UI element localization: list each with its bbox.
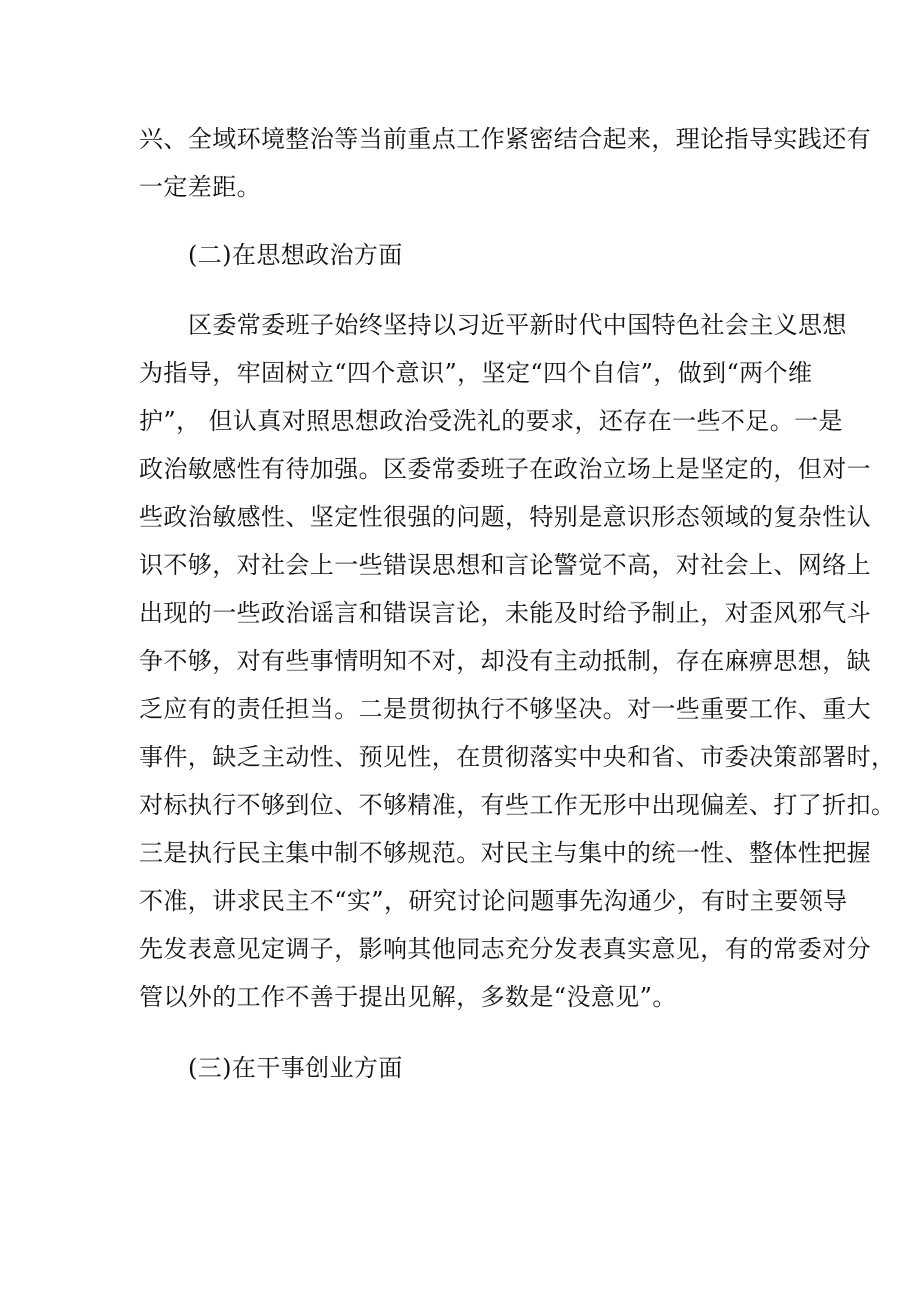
section-2-line-5: 些政治敏感性、坚定性很强的问题，特别是意识形态领域的复杂性认 — [139, 503, 871, 531]
section-2-line-12: 三是执行民主集中制不够规范。对民主与集中的统一性、整体性把握 — [139, 839, 871, 867]
section-2-line-13: 不准，讲求民主不“实”，研究讨论问题事先沟通少，有时主要领导 — [139, 887, 848, 915]
paragraph-continuation-line-2: 一定差距。 — [139, 173, 261, 201]
section-2-line-15: 管以外的工作不善于提出见解，多数是“没意见”。 — [139, 983, 677, 1011]
section-heading-2: (二)在思想政治方面 — [188, 241, 403, 269]
section-2-line-6: 识不够，对社会上一些错误思想和言论警觉不高，对社会上、网络上 — [139, 551, 871, 579]
section-2-line-14: 先发表意见定调子，影响其他同志充分发表真实意见，有的常委对分 — [139, 935, 871, 963]
section-2-line-10: 事件，缺乏主动性、预见性，在贯彻落实中央和省、市委决策部署时， — [139, 743, 896, 771]
section-2-line-7: 出现的一些政治谣言和错误言论，未能及时给予制止，对歪风邪气斗 — [139, 599, 871, 627]
section-2-line-3: 护”， 但认真对照思想政治受洗礼的要求，还存在一些不足。一是 — [139, 407, 843, 435]
section-2-line-8: 争不够，对有些事情明知不对，却没有主动抵制，存在麻痹思想，缺 — [139, 647, 871, 675]
section-2-line-1: 区委常委班子始终坚持以习近平新时代中国特色社会主义思想 — [188, 311, 847, 339]
section-heading-3: (三)在干事创业方面 — [188, 1054, 403, 1082]
paragraph-continuation-line-1: 兴、全域环境整治等当前重点工作紧密结合起来，理论指导实践还有 — [139, 125, 871, 153]
section-2-line-2: 为指导，牢固树立“四个意识”，坚定“四个自信”，做到“两个维 — [139, 359, 813, 387]
section-2-line-11: 对标执行不够到位、不够精准，有些工作无形中出现偏差、打了折扣。 — [139, 791, 896, 819]
section-2-line-4: 政治敏感性有待加强。区委常委班子在政治立场上是坚定的，但对一 — [139, 455, 871, 483]
section-2-line-9: 乏应有的责任担当。二是贯彻执行不够坚决。对一些重要工作、重大 — [139, 695, 871, 723]
